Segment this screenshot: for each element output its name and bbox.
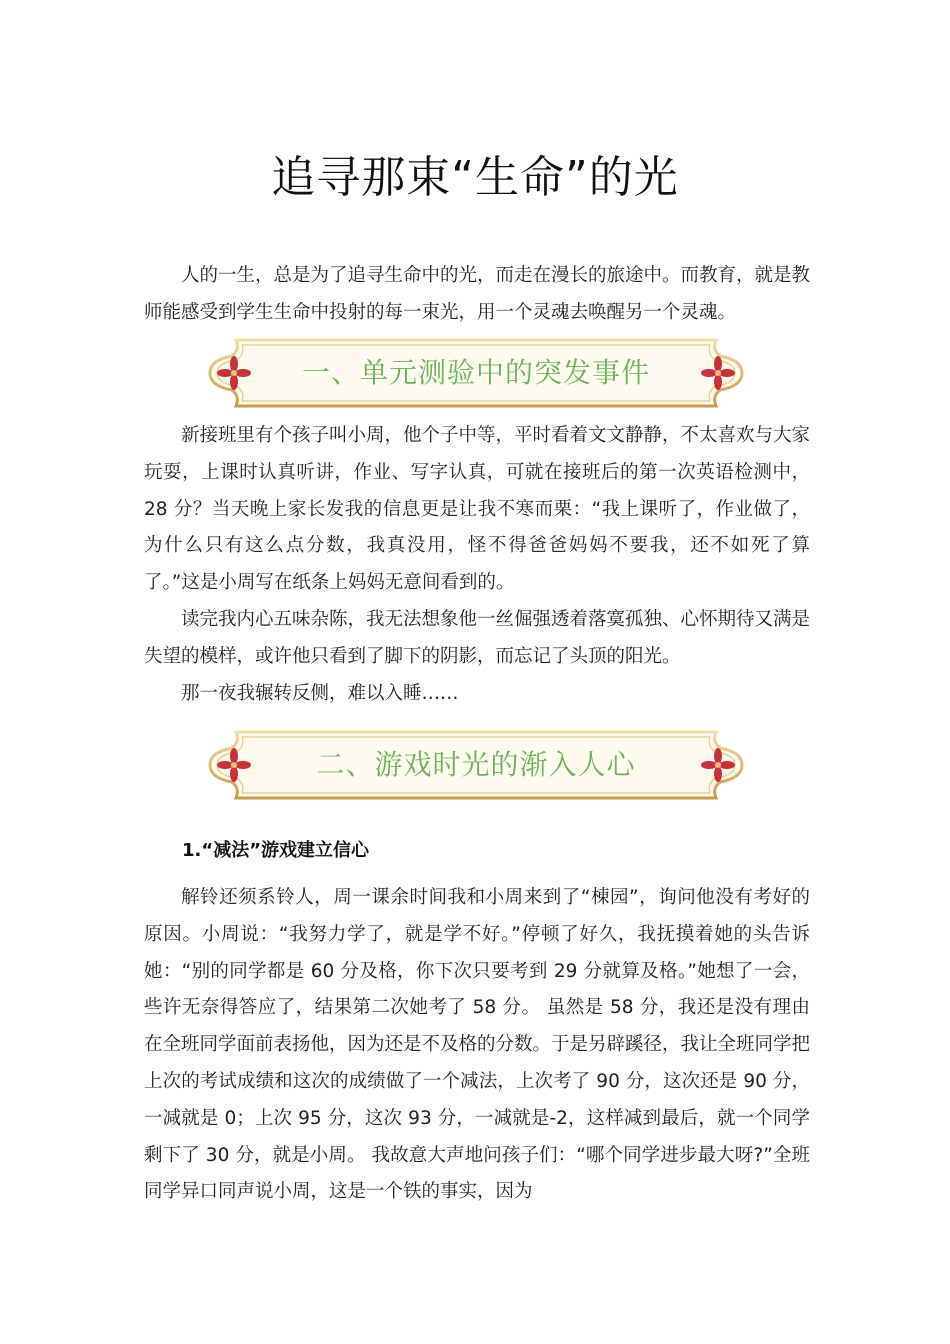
section-1-heading: 一、单元测验中的突发事件	[301, 356, 650, 389]
section-2-banner	[206, 728, 746, 802]
page-title: 追寻那束“生命”的光	[271, 152, 679, 203]
section-2-subheading: 1.“减法”游戏建立信心	[182, 840, 370, 861]
section-1-paragraph-1: 新接班里有个孩子叫小周，他个子中等，平时看着文文静静，不太喜欢与大家玩耍，上课时认真听讲，作业、写字认真，可就在接班后的第一次英语检测中，28 分？当天晚上家长发我的信息更是让我不寒而栗：“我上课听了，作业做了，为什么只有这么点分数，我真没用，怪不得爸爸妈妈不要我，还不如死了算了。”这是小周写在纸条上妈妈无意间看到的。	[144, 425, 811, 594]
section-2-paragraph: 解铃还须系铃人，周一课余时间我和小周来到了“棟园”，询问他没有考好的原因。小周说：“我努力学了，就是学不好。”停顿了好久，我抚摸着她的头告诉她：“别的同学都是 60 分及格，你下次只要考到 29 分就算及格。”她想了一会，些许无奈得答应了，结果第二次她考了 58 分。 虽然是 58 分，我还是没有理由在全班同学面前表扬他，因为还是不及格的分数。于是另辟蹊径，我让全班同学把上次的考试成绩和这次的成绩做了一个减法，上次考了 90 分，这次还是 90 分，一减就是 0；上次 95 分，这次 93 分，一减就是-2，这样减到最后，就一个同学剩下了 30 分，就是小周。 我故意大声地问孩子们：“哪个同学进步最大呀?”全班同学异口同声说小周，这是一个铁的事实，因为	[144, 887, 811, 1203]
section-1-paragraph-2: 读完我内心五味杂陈，我无法想象他一丝倔强透着落寞孤独、心怀期待又满是失望的模样，或许他只看到了脚下的阴影，而忘记了头顶的阳光。	[144, 609, 811, 667]
intro-paragraph: 人的一生，总是为了追寻生命中的光，而走在漫长的旅途中。而教育，就是教师能感受到学生生命中投射的每一束光，用一个灵魂去唤醒另一个灵魂。	[144, 265, 811, 323]
section-1-banner	[206, 336, 746, 410]
section-1-paragraph-3: 那一夜我辗转反侧，难以入睡……	[181, 683, 459, 704]
section-2-heading: 二、游戏时光的渐入人心	[316, 748, 636, 781]
